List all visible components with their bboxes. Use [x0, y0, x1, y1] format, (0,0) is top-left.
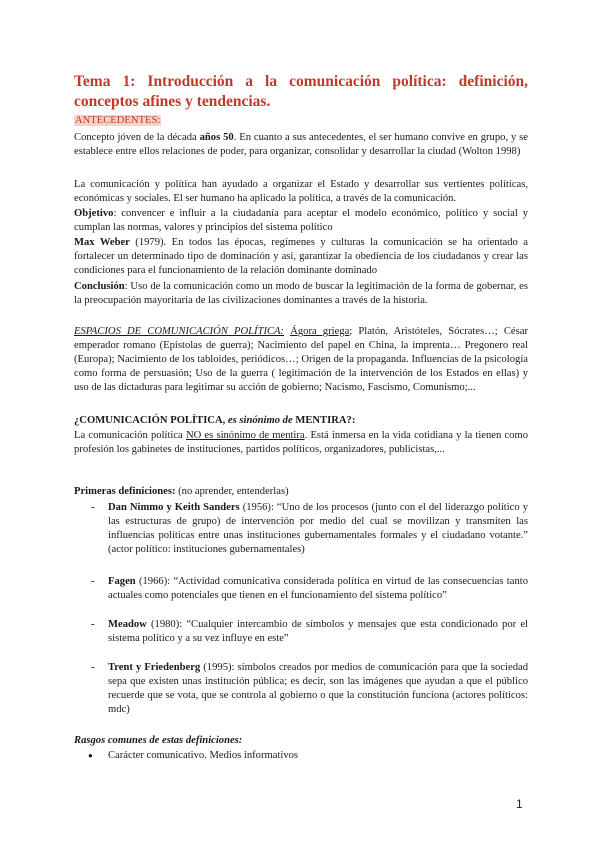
definition-item: - Fagen (1966): “Actividad comunicativa considerada política en virtud de las consecuencias tanto actuales como potenciales que tienen en el funcionamiento del sistema político”	[91, 576, 528, 601]
page-number: 1	[516, 797, 523, 811]
definition-item: - Meadow (1980): “Cualquier intercambio de símbolos y mensajes que esta condicionado por el sistema político y a su vez influye en este”	[91, 619, 528, 644]
paragraph-antecedentes: Concepto jóven de la década años 50. En cuanto a sus antecedentes, el ser humano convive en grupo, y se establece entre ellos relaciones de poder, para organizar, consolidar y desarrollar la ciudad (Wolton 1998)	[74, 132, 528, 157]
heading-mentira: ¿COMUNICACIÓN POLÍTICA, es sinónimo de MENTIRA?:	[74, 415, 356, 426]
bullet-icon: ●	[88, 751, 93, 760]
definition-item: - Dan Nimmo y Keith Sanders (1956): “Uno de los procesos (junto con el del liderazgo político y las estructuras de grupo) de intervención por medio del cual se movilizan y transmiten las influencias políticas entre unas instituciones gubernamentales formales y el ciudadano votante.” (actor político: instituciones gubernamentales)	[91, 502, 528, 555]
dash-bullet-icon: -	[91, 576, 95, 587]
dash-bullet-icon: -	[91, 619, 95, 630]
dash-bullet-icon: -	[91, 502, 95, 513]
paragraph-objetivo: Objetivo: convencer e influir a la ciudadanía para aceptar el modelo económico, político y social y cumplan las normas, valores y principios del sistema político	[74, 208, 528, 233]
paragraph-conclusion: Conclusión: Uso de la comunicación como un modo de buscar la legitimación de la forma de gobernar, es la preocupación mayoritaria de las civilizaciones dominantes a través de la historia.	[74, 281, 528, 306]
definition-item: - Trent y Friedenberg (1995): símbolos creados por medios de comunicación para que la sociedad sepa que existen unas institución pública; es decir, son las imágenes que ayudan a que el público recuerde que se vota, que se controla al gobierno o que la constitución funciona (actores políticos: mdc)	[91, 662, 528, 715]
list-item: ● Carácter comunicativo. Medios informativos	[88, 750, 299, 761]
heading-primeras-definiciones: Primeras definiciones: (no aprender, entenderlas)	[74, 486, 289, 497]
paragraph-max-weber: Max Weber (1979). En todos las épocas, regímenes y culturas la comunicación se ha orientado a fortalecer un determinado tipo de dominación y así, garantizar la obediencia de los ciudadanos y crear las condiciones para el funcionamiento de la relación dominante dominado	[74, 237, 528, 276]
heading-rasgos: Rasgos comunes de estas definiciones:	[74, 735, 243, 746]
paragraph-comunicacion-politica: La comunicación y política han ayudado a organizar el Estado y desarrollar sus vertientes políticas, económicas y sociales. El ser humano ha aplicado la política, a través de la comunicación.	[74, 179, 528, 204]
page-title: Tema 1: Introducción a la comunicación política: definición, conceptos afines y tendencias.	[74, 73, 528, 110]
paragraph-espacios: ESPACIOS DE COMUNICACIÓN POLÍTICA: Ágora griega; Platón, Aristóteles, Sócrates…; César emperador romano (Epístolas de guerra); Nacimiento del papel en China, la imprenta… Pregonero real (Europa); Nacimiento de los tabloides, periódicos…; Origen de la propaganda. Influencias de la psicología como forma de persuasión; Uso de la guerra ( legitimación de la intervención de los Estados en ellas) y uso de las dictaduras para legitimar su acción de gobierno; Nacismo, Fascismo, Comunismo;...	[74, 326, 528, 393]
antecedentes-heading: ANTECEDENTES:	[75, 115, 161, 126]
dash-bullet-icon: -	[91, 662, 95, 673]
paragraph-mentira: La comunicación política NO es sinónimo de mentira. Está inmersa en la vida cotidiana y la tienen como profesión los gabinetes de instituciones, partidos políticos, organizadores, publicistas,...	[74, 430, 529, 455]
